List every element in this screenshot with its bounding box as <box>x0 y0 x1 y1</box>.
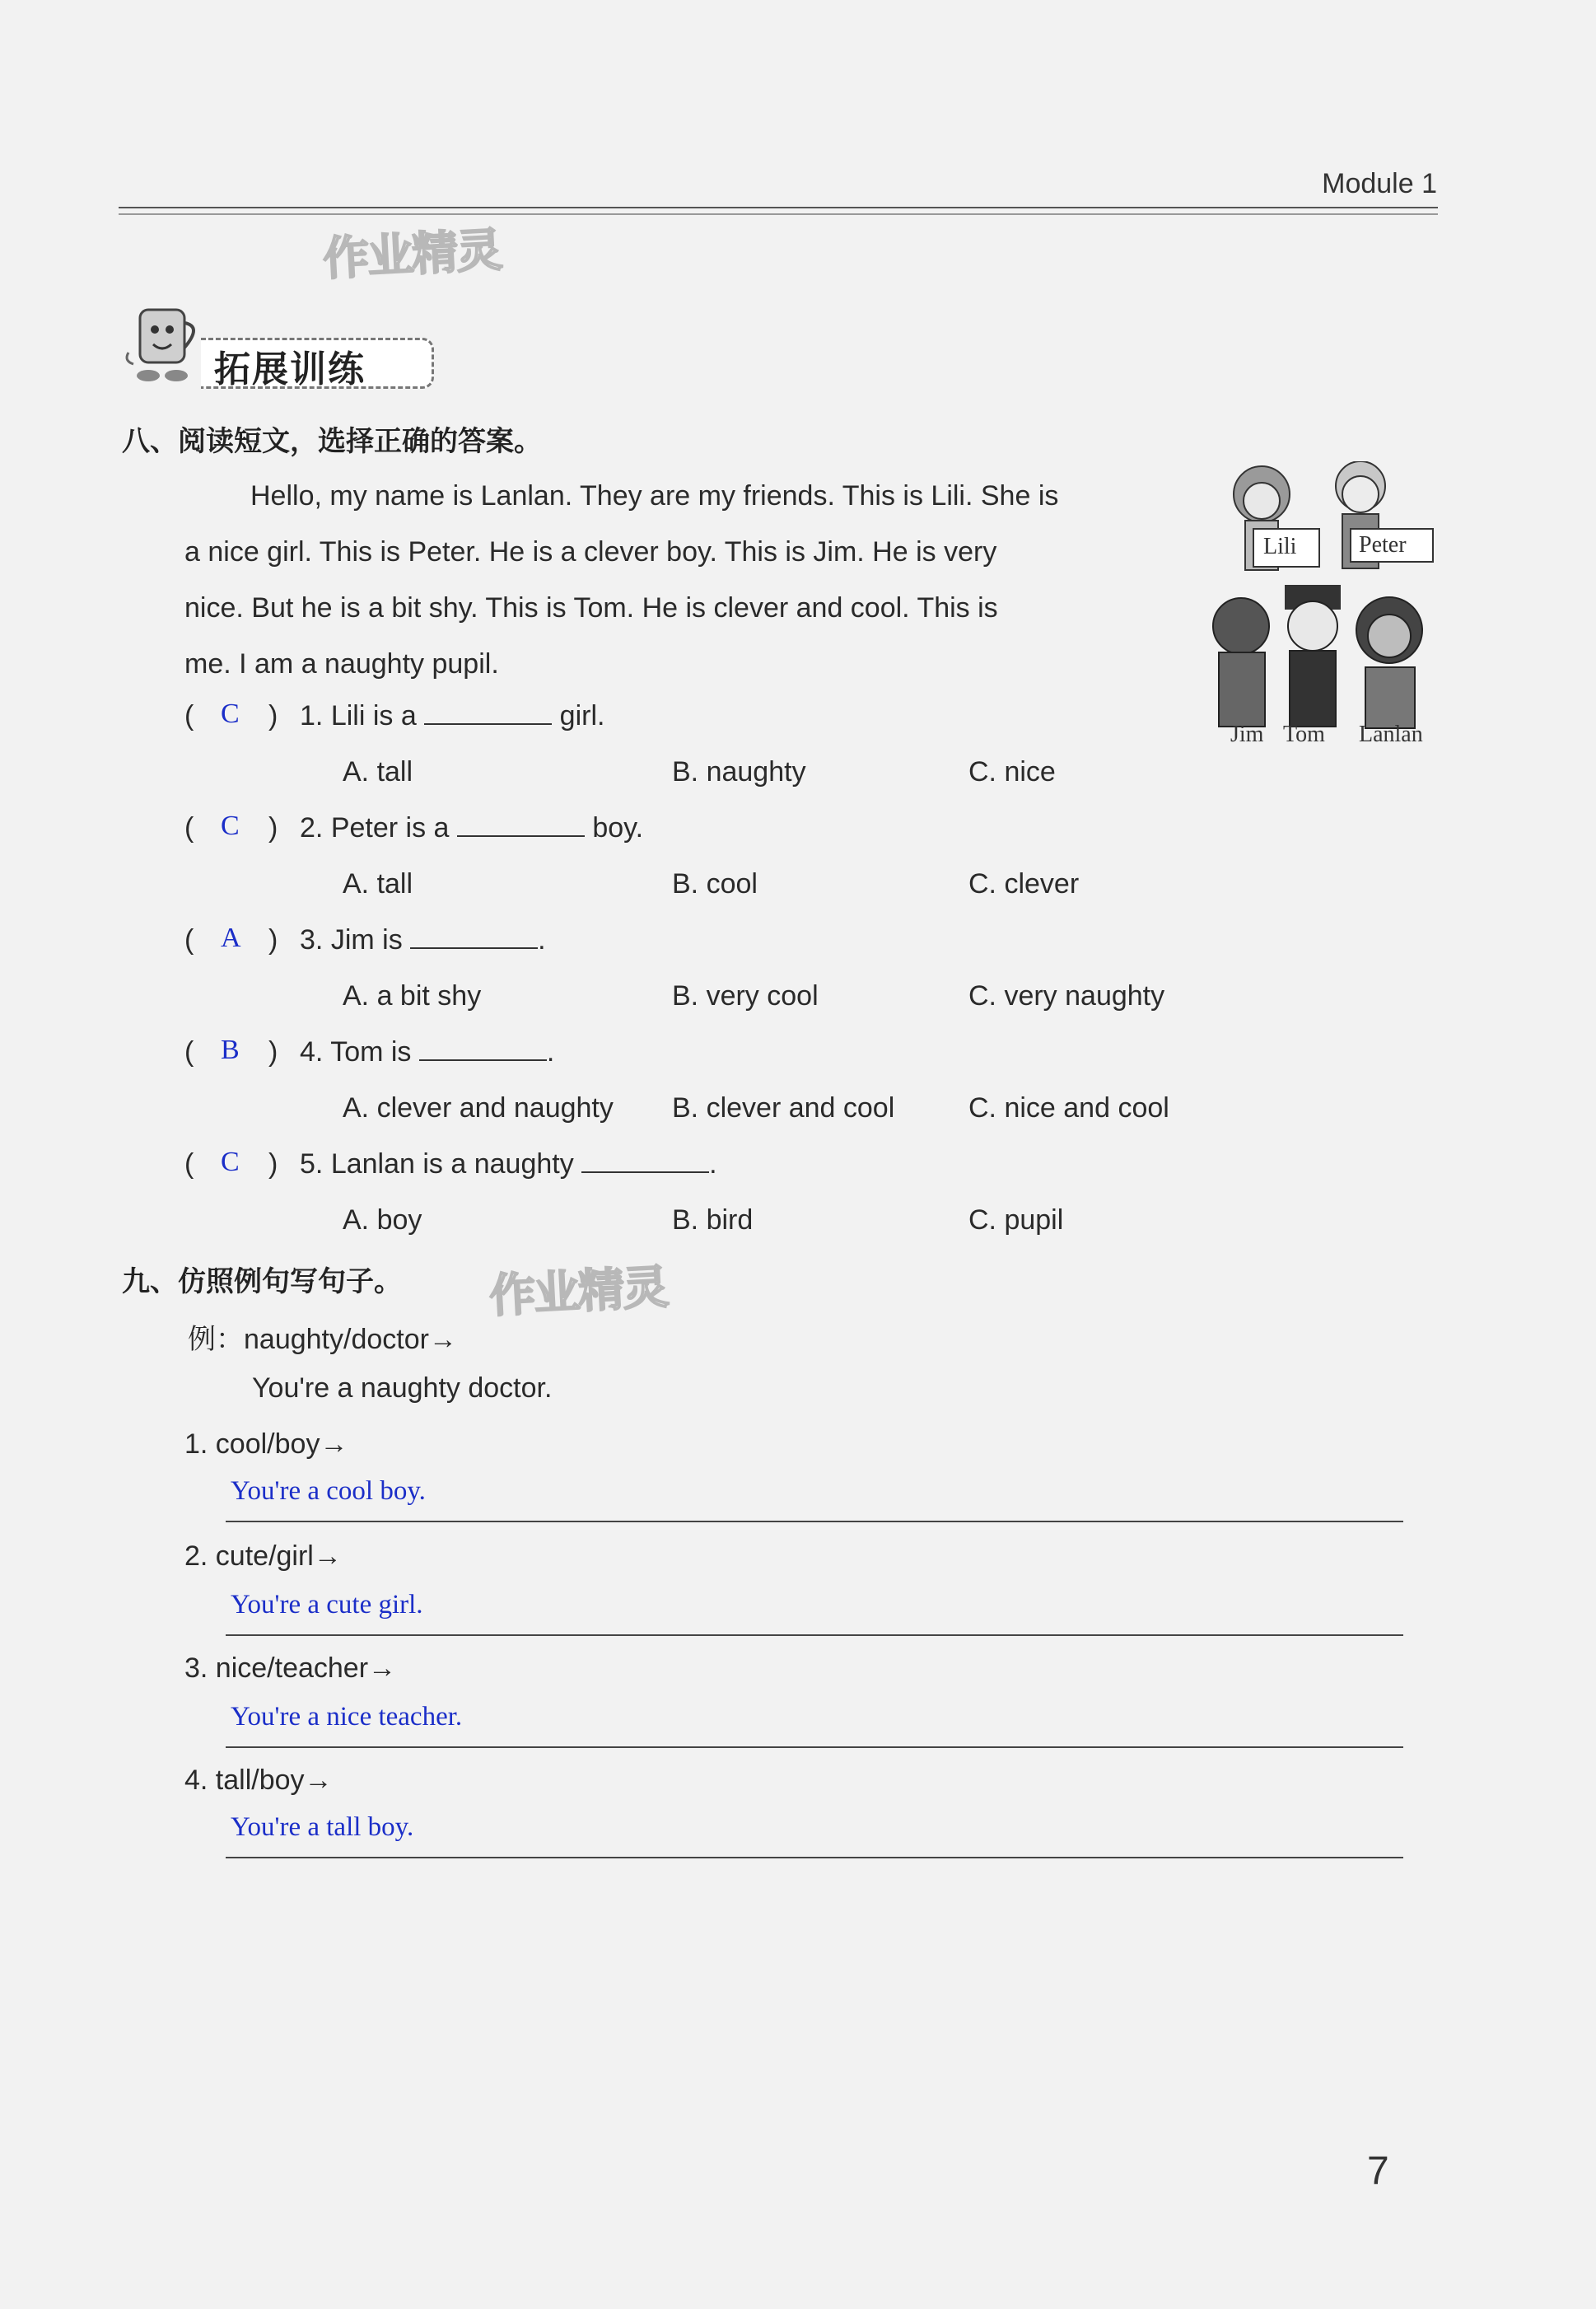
answer-paren-open: ( <box>184 1036 194 1068</box>
option-a: A. a bit shy <box>343 980 482 1012</box>
answer-paren-close: ) <box>268 700 278 731</box>
write-prompt-2: 2. cute/girl→ <box>184 1540 342 1572</box>
write-answer-1[interactable]: You're a cool boy. <box>231 1476 426 1506</box>
passage-line: me. I am a naughty pupil. <box>184 648 499 680</box>
option-b: B. naughty <box>672 756 806 788</box>
question-stem: 3. Jim is . <box>300 924 546 956</box>
section-9-heading: 九、仿照例句写句子。 <box>122 1265 402 1298</box>
option-a: A. boy <box>343 1204 422 1236</box>
friends-illustration <box>1204 461 1443 758</box>
answer-paren-close: ) <box>268 812 278 844</box>
option-c: C. nice and cool <box>968 1092 1169 1124</box>
answer-line <box>226 1521 1403 1522</box>
module-header: Module 1 <box>1322 168 1437 199</box>
answer-paren-open: ( <box>184 1148 194 1180</box>
answer-line <box>226 1634 1403 1636</box>
write-answer-3[interactable]: You're a nice teacher. <box>231 1702 463 1732</box>
example-label: 例：naughty/doctor→ <box>188 1324 457 1355</box>
write-answer-4[interactable]: You're a tall boy. <box>231 1812 414 1842</box>
answer-choice[interactable]: C <box>221 811 240 841</box>
answer-paren-open: ( <box>184 700 194 731</box>
label-tom: Tom <box>1283 722 1325 747</box>
answer-paren-open: ( <box>184 924 194 956</box>
watermark-logo: 作业精灵 <box>321 223 502 285</box>
answer-choice[interactable]: A <box>221 923 241 953</box>
question-stem: 2. Peter is a boy. <box>300 812 644 844</box>
mug-icon <box>122 298 212 389</box>
label-lanlan: Lanlan <box>1359 722 1423 747</box>
answer-line <box>226 1857 1403 1858</box>
option-a: A. tall <box>343 756 413 788</box>
fill-blank[interactable] <box>457 816 585 837</box>
answer-choice[interactable]: C <box>221 699 240 729</box>
fill-blank[interactable] <box>581 1152 709 1173</box>
answer-paren-close: ) <box>268 924 278 956</box>
banner-title: 拓展训练 <box>214 348 366 390</box>
fill-blank[interactable] <box>419 1040 547 1061</box>
watermark-logo: 作业精灵 <box>488 1260 669 1322</box>
write-prompt-3: 3. nice/teacher→ <box>184 1652 397 1684</box>
question-stem: 4. Tom is . <box>300 1036 555 1068</box>
fill-blank[interactable] <box>410 928 538 949</box>
answer-choice[interactable]: C <box>221 1147 240 1177</box>
option-c: C. clever <box>968 868 1080 900</box>
passage-line: nice. But he is a bit shy. This is Tom. He is clever and cool. This is <box>184 592 998 624</box>
label-lili: Lili <box>1263 534 1297 559</box>
option-a: A. tall <box>343 868 413 900</box>
write-prompt-1: 1. cool/boy→ <box>184 1428 348 1460</box>
header-rule <box>119 207 1438 208</box>
answer-paren-close: ) <box>268 1036 278 1068</box>
answer-line <box>226 1746 1403 1748</box>
label-peter: Peter <box>1359 532 1407 558</box>
question-stem: 5. Lanlan is a naughty . <box>300 1148 717 1180</box>
option-b: B. clever and cool <box>672 1092 895 1124</box>
option-b: B. cool <box>672 868 758 900</box>
option-b: B. bird <box>672 1204 754 1236</box>
section-8-heading: 八、阅读短文，选择正确的答案。 <box>122 425 542 458</box>
option-c: C. very naughty <box>968 980 1165 1012</box>
page-number: 7 <box>1367 2149 1389 2193</box>
label-jim: Jim <box>1230 722 1264 747</box>
header-rule-thin <box>119 213 1438 215</box>
kids-drawing <box>1204 461 1443 758</box>
answer-paren-close: ) <box>268 1148 278 1180</box>
option-c: C. pupil <box>968 1204 1064 1236</box>
passage-line: a nice girl. This is Peter. He is a clever boy. This is Jim. He is very <box>184 536 997 568</box>
option-a: A. clever and naughty <box>343 1092 614 1124</box>
passage-line: Hello, my name is Lanlan. They are my friends. This is Lili. She is <box>250 480 1059 512</box>
option-c: C. nice <box>968 756 1056 788</box>
write-prompt-4: 4. tall/boy→ <box>184 1764 333 1796</box>
reading-passage <box>184 468 1173 692</box>
question-stem: 1. Lili is a girl. <box>300 700 605 731</box>
example-sentence: You're a naughty doctor. <box>252 1372 553 1404</box>
fill-blank[interactable] <box>424 703 552 725</box>
answer-choice[interactable]: B <box>221 1035 240 1065</box>
option-b: B. very cool <box>672 980 819 1012</box>
answer-paren-open: ( <box>184 812 194 844</box>
write-answer-2[interactable]: You're a cute girl. <box>231 1590 423 1620</box>
section-banner <box>122 298 443 389</box>
